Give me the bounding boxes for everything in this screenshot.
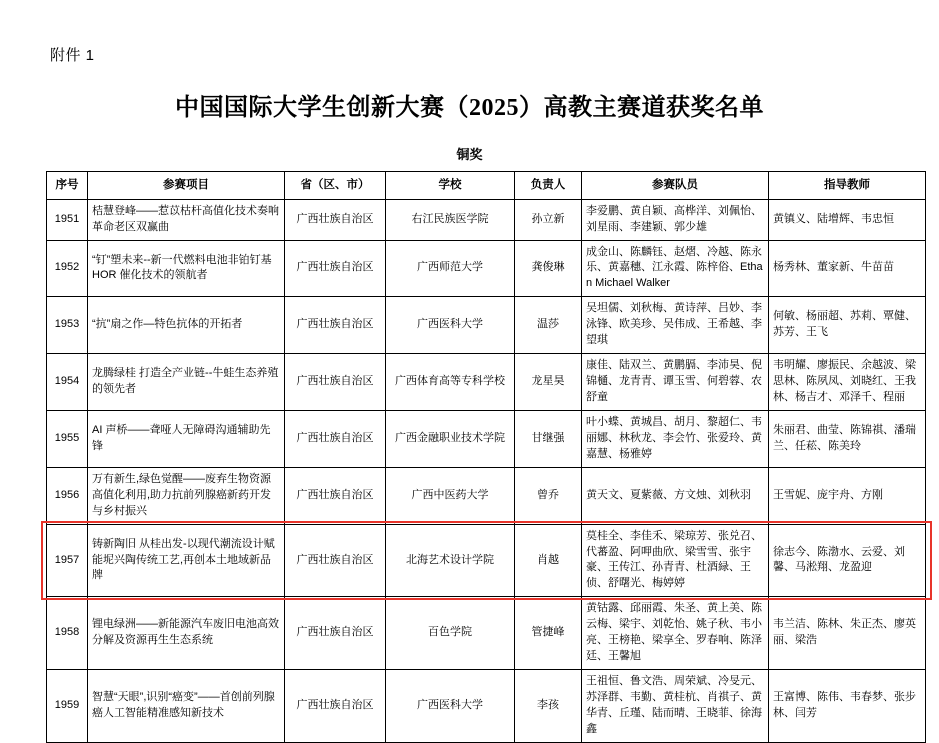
cell-no: 1955 [47,410,88,467]
cell-school: 广西金融职业技术学院 [386,410,515,467]
page-title: 中国国际大学生创新大赛（2025）高教主赛道获奖名单 [175,95,764,121]
cell-project: 万有新生,绿色觉醒——废弃生物资源高值化利用,助力抗前列腺癌新药开发与乡村振兴 [88,467,285,524]
award-list-table [46,171,926,743]
cell-members: 黄钴露、邱丽霞、朱圣、黄上美、陈云梅、梁宇、刘乾怡、姚子秋、韦小亮、王榜艳、梁享全、罗春响、陈泽廷、王馨旭 [582,597,769,670]
column-header-members: 参赛队员 [582,172,769,200]
cell-teachers: 黄镇义、陆增辉、韦忠恒 [769,199,926,240]
cell-teachers: 朱丽君、曲莹、陈锦祺、潘瑞兰、任菘、陈美玲 [769,410,926,467]
column-header-no: 序号 [47,172,88,200]
cell-no: 1951 [47,199,88,240]
cell-school: 广西医科大学 [386,297,515,354]
table-header-row [47,172,926,200]
cell-region: 广西壮族自治区 [285,240,386,297]
cell-members: 黄天文、夏紫薇、方文烛、刘秋羽 [582,467,769,524]
cell-members: 吴坦儒、刘秋梅、黄诗萍、吕妙、李泳锋、欧美珍、吴伟成、王希越、李望琪 [582,297,769,354]
cell-region: 广西壮族自治区 [285,597,386,670]
cell-leader: 温莎 [515,297,582,354]
table-row [47,199,926,240]
cell-members: 叶小蝶、黄城昌、胡月、黎超仁、韦丽娜、林秋龙、李会竹、张爱玲、黄嘉慧、杨雅婷 [582,410,769,467]
cell-school: 北海艺术设计学院 [386,524,515,597]
cell-leader: 龚俊琳 [515,240,582,297]
cell-region: 广西壮族自治区 [285,199,386,240]
cell-project: 锂电绿洲——新能源汽车废旧电池高效分解及资源再生生态系统 [88,597,285,670]
table-row [47,467,926,524]
cell-teachers: 韦明耀、廖振民、余越波、梁思林、陈夙凤、刘晓红、王我林、杨吉才、邓泽千、程丽 [769,354,926,411]
cell-region: 广西壮族自治区 [285,524,386,597]
cell-no: 1953 [47,297,88,354]
table-row [47,354,926,411]
cell-leader: 李孩 [515,670,582,743]
column-header-school: 学校 [386,172,515,200]
cell-no: 1958 [47,597,88,670]
cell-school: 百色学院 [386,597,515,670]
column-header-teachers: 指导教师 [769,172,926,200]
cell-teachers: 韦兰洁、陈林、朱正杰、廖英丽、梁浩 [769,597,926,670]
cell-leader: 曾乔 [515,467,582,524]
cell-no: 1956 [47,467,88,524]
table-header [47,172,926,200]
column-header-leader: 负责人 [515,172,582,200]
cell-members: 莫桂全、李佳禾、梁琼芳、张兑召、代蕃盈、阿呷曲欣、梁雪雪、张宇豪、王传江、孙青青、杜酒緑、王侦、舒曙光、梅婷婷 [582,524,769,597]
cell-no: 1954 [47,354,88,411]
cell-region: 广西壮族自治区 [285,410,386,467]
cell-project: 铸新陶旧 从桂出发-以现代潮流设计赋能坭兴陶传统工艺,再创本土地域新品牌 [88,524,285,597]
cell-project: 智慧“天眼”,识别“癌变”——首创前列腺癌人工智能精准感知新技术 [88,670,285,743]
table-row [47,240,926,297]
cell-school: 广西师范大学 [386,240,515,297]
cell-school: 广西体育高等专科学校 [386,354,515,411]
cell-school: 广西医科大学 [386,670,515,743]
cell-region: 广西壮族自治区 [285,467,386,524]
cell-teachers: 王富博、陈伟、韦春梦、张步林、闫芳 [769,670,926,743]
table-row-highlighted [47,524,926,597]
cell-leader: 管捷峰 [515,597,582,670]
cell-project: “抗”扇之作—特色抗体的开拓者 [88,297,285,354]
cell-leader: 龙星昊 [515,354,582,411]
cell-project: 龙腾绿桂 打造全产业链--牛蛙生态养殖的领先者 [88,354,285,411]
table-row [47,410,926,467]
cell-no: 1952 [47,240,88,297]
column-header-project: 参赛项目 [88,172,285,200]
table-body [47,199,926,742]
table-row [47,597,926,670]
cell-region: 广西壮族自治区 [285,670,386,743]
cell-no: 1959 [47,670,88,743]
attachment-label: 附件 1 [50,47,95,64]
cell-project: 桔慧登峰——惹苡枯杆高值化技术奏响革命老区双赢曲 [88,199,285,240]
cell-members: 康佳、陆双兰、黄鹏膈、李沛昊、倪锦樋、龙青青、谭玉雪、何碧蓉、农舒童 [582,354,769,411]
cell-leader: 甘继强 [515,410,582,467]
cell-region: 广西壮族自治区 [285,297,386,354]
cell-project: “钉”塑未来--新一代燃料电池非铂钉基 HOR 催化技术的领航者 [88,240,285,297]
cell-region: 广西壮族自治区 [285,354,386,411]
column-header-region: 省（区、市） [285,172,386,200]
cell-project: AI 声桥——聋哑人无障碍沟通辅助先锋 [88,410,285,467]
table-row [47,297,926,354]
cell-leader: 肖越 [515,524,582,597]
cell-teachers: 杨秀林、董家新、牛苗苗 [769,240,926,297]
cell-members: 成金山、陈麟钰、赵熠、冷越、陈永乐、黄嘉穗、江永霞、陈梓俗、Ethan Michael Walker [582,240,769,297]
cell-teachers: 何敏、杨丽超、苏莉、覃健、苏芳、王飞 [769,297,926,354]
cell-members: 李爱鹏、黄自颖、高桦洋、刘佩怡、刘星雨、李建颖、郭少雄 [582,199,769,240]
cell-school: 右江民族医学院 [386,199,515,240]
table-row [47,670,926,743]
cell-teachers: 王雪妮、庞宇舟、方刚 [769,467,926,524]
cell-no: 1957 [47,524,88,597]
cell-teachers: 徐志今、陈渤水、云爱、刘馨、马淞翔、龙盈迎 [769,524,926,597]
award-level-label: 铜奖 [456,147,483,162]
cell-school: 广西中医药大学 [386,467,515,524]
cell-members: 王祖恒、鲁文浩、周荣斌、冷旻元、苏泽群、韦勤、黄桂杭、肖祺子、黄华青、丘瑾、陆而晴、王晓菲、徐海鑫 [582,670,769,743]
cell-leader: 孙立新 [515,199,582,240]
